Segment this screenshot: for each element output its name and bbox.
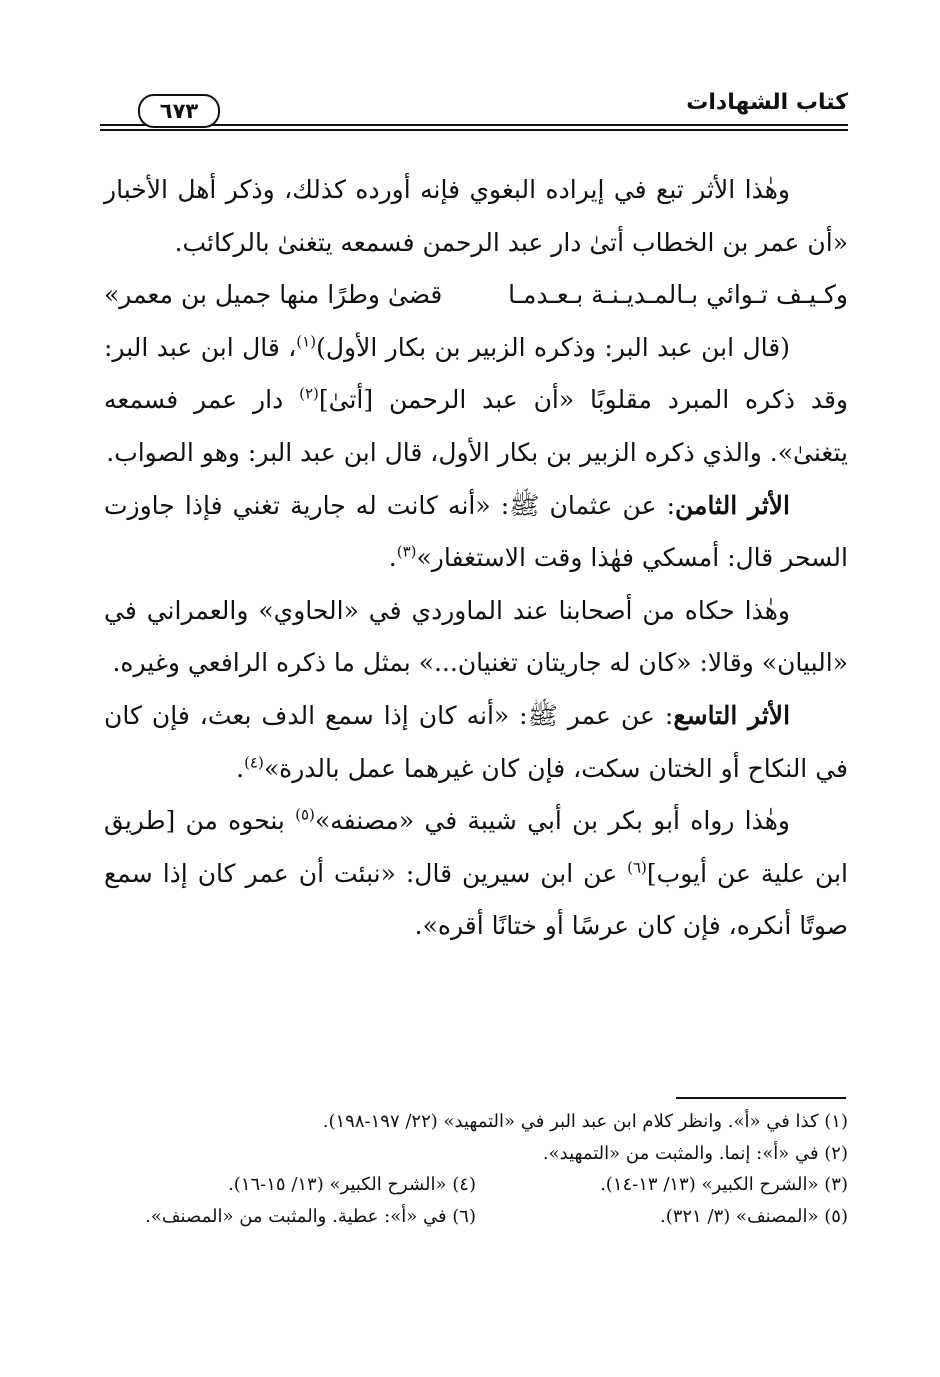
header-rule-bottom: [100, 129, 848, 131]
footnote-ref-4: (٤): [244, 753, 264, 772]
footnote-1: (١) كذا في «أ». وانظر كلام ابن عبد البر في «التمهيد» (٢٢/ ١٩٧-١٩٨).: [322, 1111, 848, 1132]
page-header: [100, 88, 848, 132]
verse-first-hemistich: وكـيـف تـوائي بـالمـديـنـة بـعـدمـا: [508, 280, 848, 310]
footnote-ref-3: (٣): [396, 542, 417, 561]
footnote-ref-1: (١): [296, 332, 317, 351]
footnote-4: (٤) «الشرح الكبير» (١٣/ ١٥-١٦).: [228, 1174, 476, 1195]
text-span: : عن عمر ﷺ: «أنه كان إذا سمع الدف بعث، فإن كان في النكاح أو الختان سكت، فإن كان غيرهما عمل بالدرة»: [104, 700, 848, 783]
text-span: وهٰذا رواه أبو بكر بن أبي شيبة في «مصنفه»: [314, 806, 790, 836]
chapter-title: كتاب الشهادات: [686, 90, 848, 115]
athar-heading-9: الأثر التاسع: [673, 700, 791, 730]
footnote-ref-6: (٦): [627, 858, 647, 877]
paragraph-1: وهٰذا الأثر تبع في إيراده البغوي فإنه أورده كذلك، وذكر أهل الأخبار «أن عمر بن الخطاب أتىٰ دار عبد الرحمن فسمعه يتغنىٰ بالركائب.: [104, 175, 848, 257]
paragraph-5: وهٰذا حكاه من أصحابنا عند الماوردي في «الحاوي» والعمراني في «البيان» وقالا: «كان له جاريتان تغنيان...» بمثل ما ذكره الرافعي وغيره.: [104, 595, 848, 678]
text-span: .: [236, 753, 245, 783]
footnote-ref-5: (٥): [295, 805, 315, 824]
footnote-row: [104, 1169, 848, 1201]
text-span: ، قال ابن عبد البر: وقد ذكره المبرد مقلوبًا «أن عبد الرحمن [أتىٰ]: [104, 332, 848, 415]
footnote-ref-2: (٢): [299, 385, 319, 404]
footnote-5: (٥) «المصنف» (٣/ ٣٢١).: [659, 1205, 848, 1227]
text-span: بنحوه من [طريق ابن علية عن أيوب]: [104, 806, 848, 888]
text-span: (قال ابن عبد البر: وذكره الزبير بن بكار الأول): [316, 332, 790, 362]
footnotes: [104, 1106, 848, 1232]
footnote-separator: [676, 1097, 846, 1099]
paragraph-3: [104, 322, 848, 480]
footnote-6: (٦) في «أ»: عطية. والمثبت من «المصنف».: [145, 1205, 476, 1227]
footnote-row: [104, 1201, 848, 1233]
athar-heading-8: الأثر الثامن: [675, 490, 790, 520]
poetry-verse: [104, 269, 848, 322]
text-span: دار عمر فسمعه يتغنىٰ». والذي ذكره الزبير بن بكار الأول، قال ابن عبد البر: وهو الصواب.: [104, 385, 848, 467]
text-span: : عن عثمان ﷺ: «أنه كانت له جارية تغني فإذا جاوزت السحر قال: أمسكي فهٰذا وقت الاستغفار»: [104, 490, 848, 573]
page-number: ٦٧٣: [138, 94, 220, 128]
footnote-2: (٢) في «أ»: إنما. والمثبت من «التمهيد».: [542, 1142, 848, 1164]
paragraph-7: [104, 795, 848, 953]
paragraph-4: [104, 480, 848, 585]
footnote-3: (٣) «الشرح الكبير» (١٣/ ١٣-١٤).: [600, 1174, 848, 1195]
text-span: .: [388, 543, 397, 573]
main-text: [104, 164, 848, 953]
paragraph-6: [104, 690, 848, 795]
verse-second-hemistich: قضىٰ وطرًا منها جميل بن معمر»: [104, 280, 443, 310]
text-span: عن ابن سيرين قال: «نبئت أن عمر كان إذا سمع صوتًا أنكره، فإن كان عرسًا أو ختانًا أقره».: [104, 858, 848, 941]
